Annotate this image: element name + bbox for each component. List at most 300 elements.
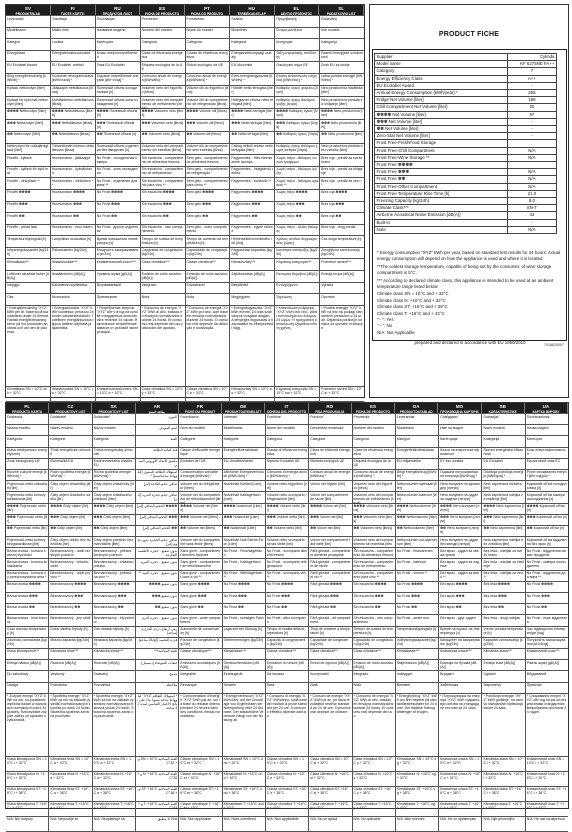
table-cell: * Energiforbrug "XYZ" kWh om året baseret på standardtestresultater for 24 timer. Det faktiske forbrug afhænger af brugen. (396, 694, 439, 756)
table-cell: Fornecedor (186, 16, 231, 27)
fiche-row (375, 104, 557, 111)
table-cell: Nota (266, 683, 309, 693)
table-row (6, 548, 568, 559)
fiche-row-label: Annual Energy Consumption [kWh/year] * (375, 90, 508, 97)
table-cell: Eticheta ecologică UE (309, 459, 352, 469)
table-row (6, 155, 364, 167)
table-cell: No Frost ✽✽✽✽ (96, 190, 141, 201)
table-cell: Volumen neto del frigorífico [litros] (353, 481, 396, 491)
table-cell: Categorie (309, 436, 352, 446)
table-cell: Emisija hrupa [dB(A)] (321, 271, 355, 276)
table-cell: No Frost ✽✽✽✽ (396, 582, 439, 592)
fiche-row (375, 68, 557, 75)
table-cell: Sem gelo - compartimento para vinho ** (186, 178, 231, 189)
table-cell: Sem gelo ✽✽✽ (186, 202, 231, 213)
table-cell: Fagymentes ✽✽✽✽ (230, 190, 275, 201)
table-cell: Климатска класа T: +16°C и + 43°C (439, 802, 482, 816)
fiche-row-value (507, 140, 556, 147)
table-cell: Modelnavn (396, 425, 439, 435)
table-cell: Modellnamn (6, 28, 51, 39)
table-cell: Категорія (526, 436, 542, 441)
table-cell: No Frost - отделение для вина ** (96, 178, 141, 189)
table-cell: Nota (141, 294, 186, 305)
table-cell: Fournisseur (179, 414, 222, 424)
fiche-row-value: SN-T (507, 205, 556, 212)
table-cell: Etiqueta ecológica de la UE (353, 459, 396, 469)
table-cell: Sans givre ✽✽ (179, 604, 222, 614)
table-cell: Razred energijske učinkovitosti (321, 51, 363, 60)
table-cell: Emisión de ruido acústico [dB(A)] (353, 660, 396, 670)
table-cell: No Frost ✽✽✽ (223, 593, 266, 603)
table-row (6, 283, 364, 295)
table-cell: Уровень шума [дБ(А)] (96, 271, 141, 282)
fiche-note: N/A: Not Applicable (377, 329, 415, 335)
language-header-cell (265, 403, 308, 413)
table-cell: * Spotřeba energie "XYZ" kWh za rok na základě výsledků normalizovaných zkoušek po dobu 24 hodin. Skutečná spotřeba závisí na používání. (49, 694, 92, 756)
table-cell: Поставщик (96, 16, 141, 27)
table-cell: Classe di efficienza energetica (266, 448, 309, 458)
table-cell: Čas dviga temperature [h] (321, 236, 362, 241)
table-cell: Bez leda ✽✽✽✽ (482, 582, 525, 592)
table-cell: Emisii de zgomot [dB(A)] (309, 660, 352, 670)
language-sheet-title: FICHA DE PRODUCTO (355, 409, 390, 414)
language-header-cell (482, 403, 525, 413)
table-cell: Frostfri ✽✽✽✽ (6, 190, 51, 201)
fiche-row (375, 147, 557, 154)
table-row (6, 120, 364, 132)
table-row (6, 615, 568, 626)
table-cell: Klimaklasse SN = 10°C und + 32°C (223, 757, 266, 771)
language-sheet-title: PODATKOVNI LIST (326, 11, 356, 16)
table-cell: ✽✽✽✽ Nettovolym [liter] (6, 109, 51, 120)
table-cell: Χωρίς πάγο ✽✽✽✽ (275, 190, 320, 201)
table-cell: Proveedor (141, 16, 186, 27)
table-cell: Εκπομπή θορύβου [dB(A)] (275, 271, 320, 282)
table-cell: No Frost - altro scomparto (266, 615, 309, 625)
table-cell: Beznámrazový - oddíl pro víno ** (49, 571, 92, 581)
table-cell: Beznámrazový ✽✽ (93, 604, 136, 614)
language-code: DA (412, 403, 420, 409)
table-row (6, 62, 364, 74)
table-cell: ✽✽✽✽ Volumen neto [litros] (141, 109, 186, 120)
table-cell: ✽✽ Nettovolym [liter] (6, 132, 51, 143)
table-cell: مدمج (136, 671, 179, 681)
fiche-row-label: Frost Free Temperature Rise Time [h] (375, 190, 508, 197)
table-cell: المورد (136, 414, 179, 424)
table-row (6, 202, 364, 214)
language-code: UA (542, 403, 550, 409)
table-cell: Infrysningskapacitet [kg/24h] (6, 248, 51, 259)
language-code: CZ (67, 403, 74, 409)
table-cell: Neto zapremina frižidera [litri] (482, 481, 525, 491)
table-cell: Sin escarcha ✽✽✽ (353, 593, 396, 603)
table-cell: Без мраз ✽✽✽ (439, 593, 482, 603)
table-row (6, 671, 568, 682)
fiche-note: " - ": No (377, 323, 393, 329)
language-sheet-title: PRODUKTOVÝ LIST (98, 409, 129, 414)
table-cell: * Energiafogyasztás "XYZ" kWh évente, 24 órás szabványos vizsgálat alapján. A tényleges fogyasztás a használattól és elhelyezéstől függ. (230, 306, 275, 386)
table-cell: Catégorie (179, 436, 222, 446)
table-cell: Clase de eficiencia energética (141, 51, 186, 62)
table-cell: Fagymentes - friss élelmiszerek tárolója (230, 155, 275, 166)
table-cell: Fără gheață ✽✽ (309, 604, 352, 614)
table-row (6, 74, 364, 86)
table-cell: Názov modelu (93, 425, 136, 435)
language-code: ES (369, 403, 376, 409)
table-cell: Klimatklass*** (6, 259, 51, 270)
language-sheet-title: ΔΕΛΤΙΟ ΠΡΟΪΟΝΤΟΣ (280, 11, 313, 16)
table-cell: Beznámrazový ✽✽✽ (93, 593, 136, 603)
table-cell: ✽✽ Полезный объем [л] (96, 132, 141, 143)
table-cell: No Frost ✽✽✽✽ (526, 582, 553, 587)
table-row (6, 582, 568, 593)
table-cell: Classe climatique N: +16°C et + 32°C (179, 772, 222, 786)
table-cell: ✽✽✽✽ Полезный объем [л] (96, 109, 141, 120)
table-cell: Кліматичний клас ST: +16°C і + 38°C (526, 787, 567, 796)
table-cell: Pojemność netto komory bezgwiazdkowej [litr] (6, 537, 49, 547)
table-row (6, 515, 568, 526)
table-cell: Classe climatica ST: +16°C e + 38°C (266, 787, 309, 801)
table-row (6, 537, 568, 548)
table-cell: Sin escarcha - otro compartimento (353, 615, 396, 625)
fiche-row-label: Category (375, 68, 508, 75)
table-cell: Κατηγορία (275, 39, 320, 50)
fiche-row-label: Frost Free ✽✽ (375, 176, 508, 183)
table-cell: Sin escarcha ✽✽✽✽ (353, 582, 396, 592)
table-cell: Sans givre - compartiment de refroidissement (179, 559, 222, 569)
table-cell: Nome del modello (266, 425, 309, 435)
table-cell: Classe climatique SN = 10°C et + 32°C (179, 757, 222, 771)
table-cell: Clasa climatică*** (309, 649, 352, 659)
fiche-row (375, 183, 557, 190)
fiche-row-label: Frost Free ✽✽✽✽ (375, 162, 508, 169)
table-cell: Nutzinhalt Null-Sterne-Fach [Liter] (223, 537, 266, 547)
table-cell: Consumo anual de energía [kWh/año] * (353, 470, 396, 480)
table-cell: Lämpötilan nousuaika [h] (51, 236, 96, 247)
fiche-note: Climate class SN = 10°C and + 32°C (377, 291, 449, 297)
table-cell: Снабдувач (439, 414, 482, 424)
table-cell: Znak ekologiczny UE (6, 459, 49, 469)
table-row (6, 167, 364, 179)
table-cell: Bez leda - odeljak za hlađenje (482, 559, 525, 569)
table-cell: Kategoria (6, 436, 49, 446)
table-cell: Clase climática T: +16°C y + 43°C (353, 802, 396, 816)
table-cell: No Frost - зона охлаждения (96, 167, 141, 178)
table-cell: Autonomie de conservation [h] (179, 627, 222, 637)
table-cell: Leverandør (396, 414, 439, 424)
table-cell: Vestavný (49, 671, 92, 681)
table-cell: Годишна потрошувачка на енергија [kWh/год] * (439, 470, 482, 480)
table-cell: Полезный объем зоны охлаждения [л] (96, 97, 141, 108)
table-cell: Hűtőtér nettó térfogata [liter] (230, 86, 275, 97)
table-cell: Écolabel de l'UE (179, 459, 222, 469)
table-cell: Bezszronowa ✽✽✽ (6, 593, 49, 603)
table-cell: ✽✽✽ Nutzinhalt [Liter] (223, 515, 266, 525)
fiche-row-value: 8,0 (507, 198, 556, 205)
table-cell: Вграден (439, 671, 482, 681)
table-cell: ✽✽✽✽ Nettó térfogat [liter] (230, 109, 275, 120)
table-cell: الفئة المناخية N: +16°C و + 32°C (136, 772, 179, 786)
table-cell: Opomba (321, 294, 335, 299)
table-cell: Klimatska klasa*** (482, 649, 525, 659)
table-cell: Vuotuinen energiankulutus [kWh/vuosi] * (51, 74, 96, 85)
language-header-cell (92, 403, 135, 413)
table-cell: N/A: Non applicable (179, 817, 222, 831)
table-cell: Toimittaja (51, 16, 96, 27)
table-cell: Classe climatica T: +16°C e + 43°C (266, 802, 309, 816)
table-cell: Klimaklasse ST: +16°C und + 38°C (223, 787, 266, 801)
table-cell: Emisja hałasu [dB(A)] (6, 660, 49, 670)
fiche-row-label: Note (375, 226, 508, 233)
table-cell: ✽✽✽✽ Volumen neto [litros] (353, 504, 396, 514)
table-cell: استهلاك الطاقة السنوي [كيلوواط ساعة/سنة] * (137, 470, 178, 479)
table-cell: Κλιματική κατηγορία SN = 10°C και + 32°C (275, 387, 320, 401)
fiche-row (375, 176, 557, 183)
table-cell: No Frost - Kaltlagerfach (223, 559, 266, 569)
table-cell: Fără gheață - compartiment vin ** (309, 571, 352, 581)
table-cell: ✽✽✽ Καθαρός όγκος [λίτρα] (275, 120, 320, 131)
table-cell: Hlučnosť [dB(A)] (93, 660, 136, 670)
table-cell: Nota (186, 294, 231, 305)
fiche-row (375, 90, 557, 97)
table-cell: Класс энергопотребления (96, 51, 141, 62)
table-cell: Classe climatica N: +16°C e + 32°C (266, 772, 309, 786)
table-cell: صافي حجم الحجرة بدون نجوم [لتر] (137, 537, 178, 546)
table-cell: * Energieverbrauch "XYZ" kWh/Jahr, auf der Grundlage von Ergebnissen der Normprüfung über 24 Stunden. Der tatsächliche Verbrauch hängt von der Nutzung ab. (223, 694, 266, 756)
table-cell: Kategori (396, 436, 439, 446)
table-row (6, 248, 364, 260)
table-cell: ✽✽ Корисний об'єм [л] (526, 526, 564, 531)
table-cell: بدون صقيع ✽✽✽✽ (136, 582, 179, 592)
table-cell: صافي حجم الثلاجة [لتر] (136, 481, 179, 491)
table-cell: Климатска класа SN = 10°C и + 32°C (439, 757, 482, 771)
table-cell: Klasa klimatyczna SN = 10°C i + 32°C (6, 757, 49, 771)
table-cell: Inbyggd (6, 283, 51, 294)
table-row (6, 213, 364, 225)
table-cell: Klimatická třída N: +16°C a + 32°C (49, 772, 92, 786)
table-cell: Tähdettömän lokeron nettotilavuus [litraa] (51, 144, 96, 155)
table-cell: Notă (309, 683, 352, 693)
table-cell: Без мраз - друг оддел (439, 615, 482, 625)
table-cell: Integrado (353, 671, 396, 681)
language-sheet-title: КАРТКА ВИРОБУ (532, 409, 560, 414)
table-cell: Kategori (6, 39, 51, 50)
language-sheet-title: FIȘA PRODUSULUI (315, 409, 345, 414)
table-cell: No Frost ✽✽✽ (526, 593, 550, 598)
table-cell: No Frost ✽✽ (526, 604, 548, 609)
table-cell: Потужність заморожування [кг/24год] (526, 638, 566, 647)
table-cell: Brez ivja ✽✽✽✽ (321, 190, 348, 195)
table-cell: Naziv modela (482, 425, 525, 435)
table-cell: Brez ivja ✽✽ (321, 213, 342, 218)
table-cell: Мощность замораживания [кг/24ч] (96, 248, 141, 259)
table-cell: Без мраз - оддел за ладење (439, 559, 482, 569)
table-cell: Климатска класа N: +16°C и + 32°C (439, 772, 482, 786)
language-sheet-title: PRODUKTBLAD (15, 11, 41, 16)
fiche-row-label: Frost Free-Chill Compartment (375, 147, 508, 154)
table-cell: Classe climatique*** (179, 649, 222, 659)
language-code: SL (338, 5, 344, 11)
table-cell: Uwaga (6, 683, 49, 693)
table-cell: Klimatická třída T: +16°C a + 43°C (49, 802, 92, 816)
table-row (6, 470, 568, 481)
table-cell: ✽✽✽ Volumen neto [litros] (141, 120, 186, 131)
table-cell: Категорија (439, 436, 482, 446)
table-cell: Корисний об'єм холодильника [л] (526, 481, 567, 490)
table-cell: Lieferant (223, 414, 266, 424)
table-cell: Einbaugerät (223, 671, 266, 681)
table-cell: Émissions acoustiques [dB(A)] (179, 660, 222, 670)
language-header-cell (96, 5, 141, 15)
table-cell: Klimatická třída ST: +16°C a + 38°C (49, 787, 92, 801)
table-cell: Neto prostornina predala brez zvezdic [liter] (321, 144, 363, 153)
table-cell: Frostfri - vinkylfack ** (6, 178, 51, 189)
table-cell: Znak EU za okolje (321, 62, 350, 67)
table-row (6, 604, 568, 615)
table-cell: Kalusteisiin sijoitettava (51, 283, 96, 294)
table-cell: ✽✽✽ الحجم الصافي [لتر] (136, 515, 179, 525)
table-cell: Consumo anual de energia [kWh/ano] * (186, 74, 231, 85)
fiche-row-value: 21,0 (507, 190, 556, 197)
table-cell: Emisija buke [dB(A)] (482, 660, 525, 670)
language-code: SK (110, 403, 117, 409)
table-cell: * Consumo di energia "XYZ" kWh/anno, sulla base dei risultati di prove standard per 24 ore. Il consumo effettivo dipende dall'uso. (266, 694, 309, 756)
table-cell: Da incasso (266, 671, 309, 681)
language-sheet-title: PRODUKTU KARTA (12, 409, 43, 414)
table-cell: Poznámka (93, 683, 136, 693)
table-cell: ملاحظة (136, 683, 179, 693)
language-code: IT (284, 403, 289, 409)
table-cell: Час підвищення температури [год] (526, 627, 566, 636)
fiche-regulation-footer: prepared and declared in accordance with EU 1060/2010 (414, 340, 526, 346)
table-cell: Fagymentes ✽✽ (230, 213, 275, 224)
table-cell: Beznámrazový - chladicí oddíl (49, 559, 92, 569)
table-cell: ✽✽✽ Корисний об'єм [л] (526, 515, 567, 520)
table-cell: Sem gelo ✽✽✽✽ (186, 190, 231, 201)
fiche-row-label: ✽✽ Net Volume [liter] (375, 126, 508, 133)
table-row (6, 109, 364, 121)
table-cell: ✽✽ Volumen neto [litros] (141, 132, 186, 143)
table-cell: No Frost ✽✽✽ (396, 593, 439, 603)
table-cell: Bez leda ✽✽ (482, 604, 525, 614)
table-cell: Consommation annuelle d'énergie [kWh/an] * (179, 470, 222, 480)
table-row (6, 306, 364, 387)
fiche-notes (377, 250, 563, 347)
table-cell: Dobavljač (482, 414, 525, 424)
language-code: AR (153, 403, 161, 409)
product-fiche-panel (369, 4, 569, 398)
fiche-row-label: Built-in (375, 219, 508, 226)
table-cell: Clase de eficiencia energética (353, 448, 396, 458)
table-cell: Mraziaca kapacita [kg/24h] (93, 638, 136, 648)
table-cell: ✽✽✽ Volume net [litres] (179, 515, 222, 525)
table-cell: No Frost - friskvarerum (396, 548, 439, 558)
table-cell: ✽✽✽✽ Нето волумен [литри] (439, 504, 482, 514)
table-cell: Кліматичний клас*** (526, 649, 560, 654)
table-cell: Nettovolumen køleskab [liter] (396, 481, 439, 491)
table-cell: Sans givre - compartiment denrées fraîches (179, 548, 222, 558)
fiche-row (375, 118, 557, 125)
table-cell: Classe climatique T: +16°C et + 43°C (179, 802, 222, 816)
table-cell: Προμηθευτής (275, 16, 320, 27)
table-cell: Categoría (141, 39, 186, 50)
language-sheet-title: PRODUKTDATABLAD (399, 409, 433, 414)
language-header-cell (319, 5, 364, 15)
table-cell: Nota (353, 683, 396, 693)
table-cell: Beznámrazový - priestor na víno ** (93, 571, 136, 581)
fiche-row-value: 97 (507, 111, 556, 118)
table-cell: Tiempo de subida de temperatura [h] (353, 627, 396, 637)
table-cell: Beépíthető (230, 283, 275, 294)
table-cell: Categoria (186, 39, 231, 50)
table-cell: Kategorie (223, 436, 266, 446)
table-cell: * Consum de energie "XYZ" kWh pe an, pe baza rezultatelor testelor standard pe 24 de ore. Consumul real depinde de utilizare. (309, 694, 352, 756)
table-cell: فئة كفاءة الطاقة (136, 448, 179, 458)
table-cell: Szállító (230, 16, 275, 27)
fiche-row-value: - (507, 118, 556, 125)
table-cell: Beznámrazový - oddíl čerstvých potravin (49, 548, 92, 558)
table-cell: Encastrável (186, 283, 231, 294)
table-cell: Emisión de ruido acústico [dB(A)] (141, 271, 186, 282)
table-cell: Καθαρός όγκος ψυγείου [λίτρα] (275, 86, 320, 97)
table-cell: No Frost - холодильная камера (96, 155, 141, 166)
table-cell: Volumen neto del compartimento de enfriamiento [litros] (141, 97, 186, 108)
table-cell: Napomena (482, 683, 525, 693)
table-cell: Fagymentes - bortároló ** (230, 178, 275, 189)
table-cell: Kategorie (49, 436, 92, 446)
table-cell: Čas nárastu teploty [h] (93, 627, 136, 637)
table-row (6, 178, 364, 190)
table-cell: Huurtumaton - muu lokero (51, 225, 96, 236)
language-header-cell (140, 5, 185, 15)
fiche-row (375, 75, 557, 82)
table-cell: N/A: Non applicabile (266, 817, 309, 831)
table-cell: Sans givre ✽✽✽ (179, 593, 222, 603)
table-cell: Ročná spotreba energie [kWh/rok] * (93, 470, 136, 480)
table-cell: N/A: Nu se aplică (309, 817, 352, 831)
fiche-row (375, 154, 557, 161)
table-cell: Classe climatique ST: +16°C et + 38°C (179, 787, 222, 801)
fiche-row-label: Freezing Capacity [kg/24h] (375, 198, 508, 205)
fiche-row-label: Fridge Net Volume [liter] (375, 97, 508, 104)
table-cell: Classe climatica*** (266, 649, 309, 659)
language-sheet-title: TERMÉKADATLAP (237, 11, 266, 16)
table-cell: Huurtumaton - viinilokero ** (51, 178, 96, 189)
table-cell: Classe climática SN = 10°C e + 32°C (186, 387, 231, 401)
table-cell: * Poraba energije "XYZ" kWh na leto na podlagi standardnih preskusov v 24 urah. Dejanska poraba je odvisna od uporabe in lokacije. (321, 306, 363, 331)
table-cell: ✽✽✽ Нето волумен [литри] (439, 515, 482, 525)
table-cell: * Consommation d'énergie "XYZ" kWh par an, sur la base du résultat obtenu pendant 24 heures dans des conditions d'essai normalisées. (179, 694, 222, 756)
table-cell: Klasa efektywności energetycznej (6, 448, 49, 458)
table-cell: Klimaklasse N: +16°C und + 32°C (223, 772, 266, 786)
language-header-cell (230, 5, 275, 15)
fiche-row (375, 54, 557, 61)
table-cell: No Frost ✽✽ (223, 604, 266, 614)
table-row (6, 787, 568, 802)
table-cell: ✽✽✽✽ Neto prostornina [liter] (321, 109, 363, 118)
table-cell: Bez leda - drugi odeljak (482, 615, 525, 625)
table-cell: No Frost ✽✽ (396, 604, 439, 614)
table-row (6, 144, 364, 156)
table-cell: Vreme porasta temperature [h] (482, 627, 525, 637)
table-cell: Kylfack nettovolym [liter] (6, 86, 51, 97)
fiche-row (375, 226, 557, 233)
table-cell: No Frost - відділення для вина ** (526, 571, 566, 580)
table-cell: Podnebni razred*** (321, 259, 351, 264)
table-cell: Csillag nélküli rekesz nettó térfogata [liter] (230, 144, 275, 155)
table-cell: ✽✽✽✽ Pojemność netto [litr] (6, 504, 49, 514)
table-cell: No Frost ✽✽ (96, 213, 141, 224)
